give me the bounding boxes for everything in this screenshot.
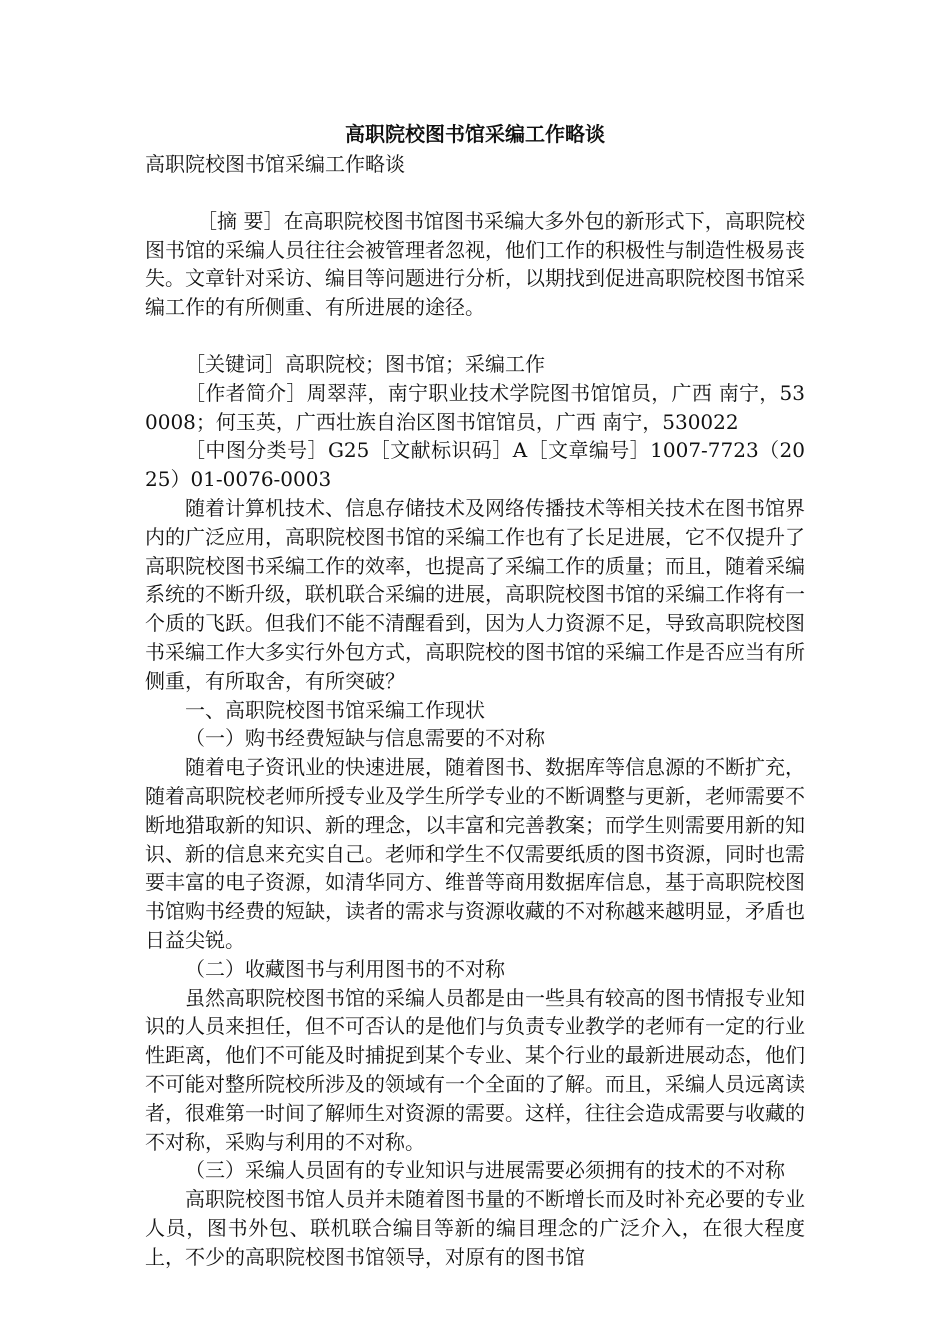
keywords-line: ［关键词］高职院校；图书馆；采编工作 [185,351,545,376]
spacer [145,322,805,350]
body-paragraph: 虽然高职院校图书馆的采编人员都是由一些具有较高的图书情报专业知识的人员来担任，但不可否认的是他们与负责专业教学的老师有一定的行业性距离，他们不可能及时捕捉到某个专业、某个行业的最新进展动态，他们不可能对整所院校所涉及的领域有一个全面的了解。而且，采编人员远离读者，很难第一时间了解师生对资源的需要。这样，往往会造成需要与收藏的不对称，采购与利用的不对称。 [145,985,805,1154]
document-subtitle: 高职院校图书馆采编工作略谈 [145,152,405,176]
body-paragraph: 高职院校图书馆人员并未随着图书量的不断增长而及时补充必要的专业人员，图书外包、联机联合编目等新的编目理念的广泛介入，在很大程度上，不少的高职院校图书馆领导，对原有的图书馆 [145,1187,805,1269]
subsection-heading: （三）采编人员固有的专业知识与进展需要必须拥有的技术的不对称 [185,1158,785,1183]
subsection-heading: （二）收藏图书与利用图书的不对称 [185,956,505,981]
author-info: ［作者简介］周翠萍，南宁职业技术学院图书馆馆员，广西 南宁，530008；何玉英，广西壮族自治区图书馆馆员，广西 南宁，530022 [145,380,805,434]
document-title: 高职院校图书馆采编工作略谈 [345,122,605,146]
document-body [145,118,805,1271]
classification-line: ［中图分类号］G25［文献标识码］A［文章编号］1007-7723（2025）01-0076-0003 [145,438,805,492]
spacer [145,179,805,207]
subsection-heading: （一）购书经费短缺与信息需要的不对称 [185,726,545,751]
body-paragraph: 随着电子资讯业的快速进展，随着图书、数据库等信息源的不断扩充，随着高职院校老师所授专业及学生所学专业的不断调整与更新，老师需要不断地猎取新的知识、新的理念，以丰富和完善教案；而学生则需要用新的知识、新的信息来充实自己。老师和学生不仅需要纸质的图书资源，同时也需要丰富的电子资源，如清华同方、维普等商用数据库信息，基于高职院校图书馆购书经费的短缺，读者的需求与资源收藏的不对称越来越明显，矛盾也日益尖锐。 [145,755,805,952]
section-heading: 一、高职院校图书馆采编工作现状 [185,697,485,722]
intro-paragraph: 随着计算机技术、信息存储技术及网络传播技术等相关技术在图书馆界内的广泛应用，高职院校图书馆的采编工作也有了长足进展，它不仅提升了高职院校图书采编工作的效率，也提高了采编工作的质量；而且，随着采编系统的不断升级，联机联合采编的进展，高职院校图书馆的采编工作将有一个质的飞跃。但我们不能不清醒看到，因为人力资源不足，导致高职院校图书采编工作大多实行外包方式，高职院校的图书馆的采编工作是否应当有所侧重，有所取舍，有所突破？ [145,495,805,693]
abstract-paragraph: ［摘 要］在高职院校图书馆图书采编大多外包的新形式下，高职院校图书馆的采编人员往往会被管理者忽视，他们工作的积极性与制造性极易丧失。文章针对采访、编目等问题进行分析，以期找到促进高职院校图书馆采编工作的有所侧重、有所进展的途径。 [145,208,805,320]
